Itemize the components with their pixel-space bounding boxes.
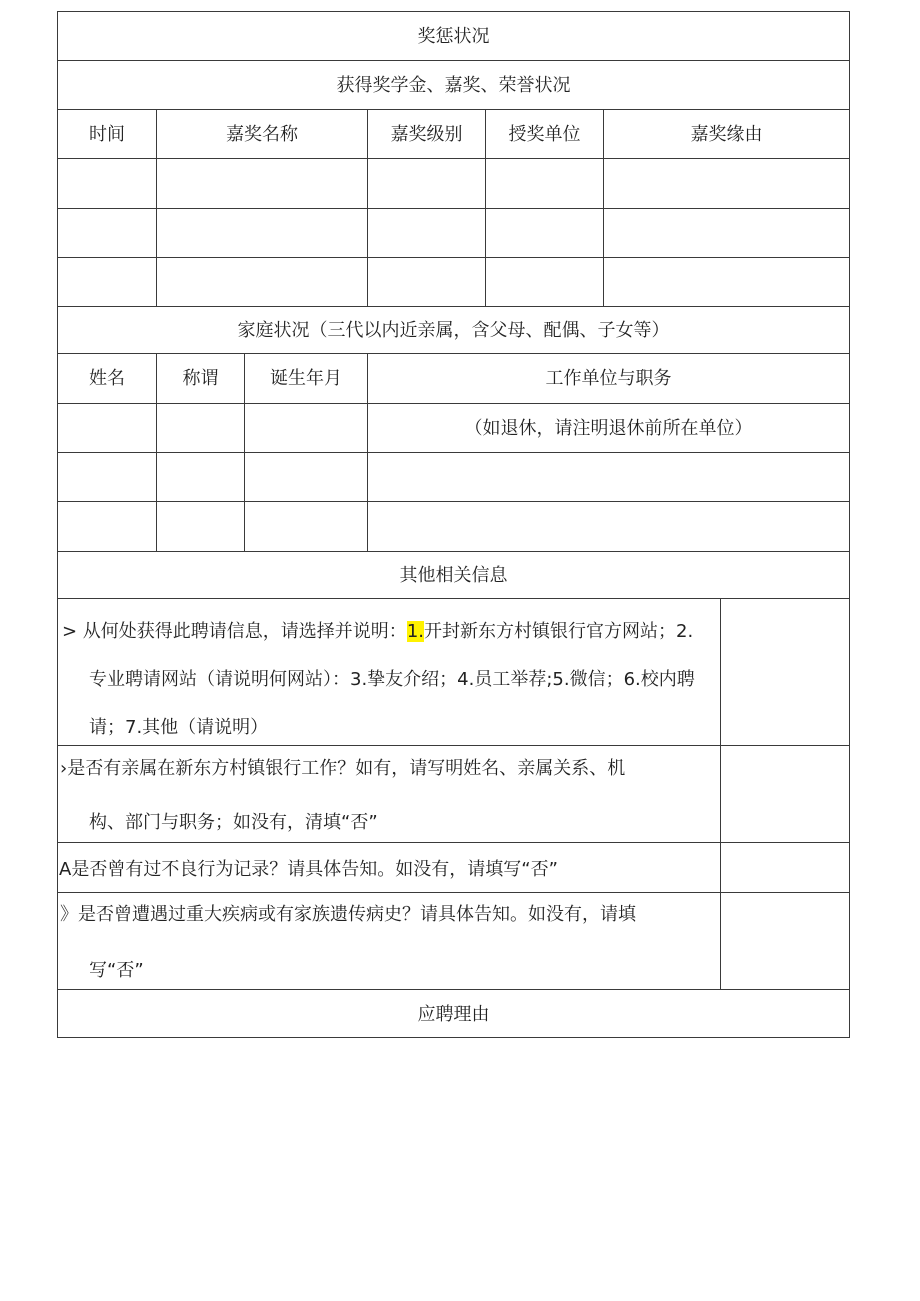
row-divider — [58, 551, 849, 552]
row-divider — [58, 109, 849, 110]
row-divider — [58, 353, 849, 354]
header-relation: 称谓 — [182, 368, 219, 389]
family-title: 家庭状况（三代以内近亲属，含父母、配偶、子女等） — [237, 320, 670, 341]
row-divider — [58, 989, 849, 990]
row-divider — [58, 208, 849, 209]
header-award-reason: 嘉奖缘由 — [690, 124, 763, 145]
retired-note: （如退休，请注明退休前所在单位） — [464, 418, 753, 439]
awards-subtitle: 获得奖学金、嘉奖、荣誉状况 — [336, 75, 571, 96]
answer-cell-illness[interactable] — [721, 893, 849, 989]
header-award-level: 嘉奖级别 — [390, 124, 463, 145]
row-divider — [58, 501, 849, 502]
row-divider — [58, 403, 849, 404]
question-illness-line1: 》是否曾遭遇过重大疾病或有家族遗传病史？请具体告知。如没有，请填 — [60, 904, 636, 925]
header-birth: 诞生年月 — [270, 368, 342, 389]
header-time: 时间 — [89, 124, 125, 145]
awards-title: 奖惩状况 — [417, 26, 490, 47]
question-source-line2: 专业聘请网站（请说明何网站）：3.挚友介绍；4.员工举荐;5.微信；6.校内聘 — [89, 669, 695, 690]
application-form — [57, 11, 850, 1038]
question-source-line3: 请；7.其他（请说明） — [89, 717, 269, 738]
question-illness-line2: 写“否” — [89, 960, 144, 981]
question-relatives-line1: ›是否有亲属在新东方村镇银行工作？如有，请写明姓名、亲属关系、机 — [60, 758, 626, 779]
highlight-mark: 1. — [406, 621, 424, 642]
row-divider — [58, 257, 849, 258]
header-award-name: 嘉奖名称 — [226, 124, 298, 145]
row-divider — [58, 306, 849, 307]
header-name: 姓名 — [89, 368, 125, 389]
answer-cell-misconduct[interactable] — [721, 843, 849, 892]
header-award-issuer: 授奖单位 — [508, 124, 581, 145]
answer-cell-relatives[interactable] — [721, 746, 849, 842]
answer-cell-source[interactable] — [721, 599, 849, 745]
row-divider — [58, 60, 849, 61]
question-relatives-line2: 构、部门与职务；如没有，清填“否” — [89, 812, 378, 833]
row-divider — [58, 452, 849, 453]
other-info-title: 其他相关信息 — [399, 565, 508, 586]
row-divider — [58, 158, 849, 159]
header-employer-title: 工作单位与职务 — [545, 368, 672, 389]
application-reason-title: 应聘理由 — [417, 1004, 490, 1025]
question-misconduct: A是否曾有过不良行为记录？请具体告知。如没有，请填写“否” — [59, 859, 558, 880]
question-source-line1: > 从何处获得此聘请信息，请选择并说明：1.开封新东方村镇银行官方网站；2. — [62, 621, 694, 642]
